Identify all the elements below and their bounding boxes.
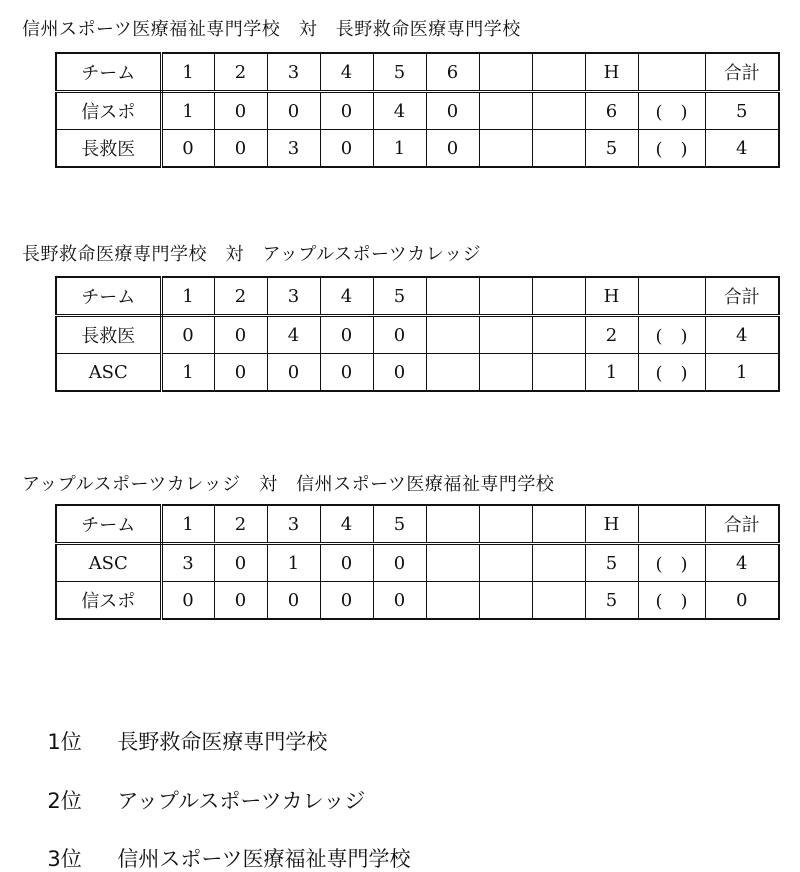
- inning-score: 1: [373, 130, 426, 168]
- inning-header: 3: [267, 505, 320, 544]
- team-row: [56, 92, 779, 130]
- inning-score: 4: [267, 316, 320, 354]
- inning-score: [426, 582, 479, 620]
- hits-value: 2: [585, 316, 638, 354]
- inning-header: 1: [161, 505, 214, 544]
- inning-score: 0: [161, 582, 214, 620]
- inning-score: 0: [214, 354, 267, 392]
- team-row: [56, 130, 779, 168]
- ranking-place: 2位: [47, 789, 82, 813]
- paren-header: [638, 277, 705, 316]
- team-row: [56, 582, 779, 620]
- total-value: 5: [705, 92, 779, 130]
- ranking-item-3: [34, 820, 411, 872]
- team-header: チーム: [56, 53, 161, 92]
- paren-value: ( ): [638, 92, 705, 130]
- inning-header: [479, 53, 532, 92]
- team-name: 長救医: [56, 316, 161, 354]
- inning-score: 1: [161, 92, 214, 130]
- inning-header: 6: [426, 53, 479, 92]
- inning-score: [479, 130, 532, 168]
- inning-header: 4: [320, 277, 373, 316]
- paren-header: [638, 505, 705, 544]
- inning-score: [532, 582, 585, 620]
- game-1-title: 信州スポーツ医療福祉専門学校 対 長野救命医療専門学校: [22, 19, 521, 40]
- inning-header: 2: [214, 277, 267, 316]
- hits-header: H: [585, 277, 638, 316]
- total-value: 0: [705, 582, 779, 620]
- inning-score: [479, 354, 532, 392]
- team-row: [56, 316, 779, 354]
- inning-score: 0: [320, 544, 373, 582]
- team-header: チーム: [56, 505, 161, 544]
- total-value: 4: [705, 544, 779, 582]
- paren-header: [638, 53, 705, 92]
- inning-header: 1: [161, 53, 214, 92]
- inning-score: 0: [214, 582, 267, 620]
- ranking-team: 長野救命医療専門学校: [117, 730, 328, 754]
- inning-score: 0: [320, 92, 373, 130]
- inning-header: [426, 277, 479, 316]
- inning-header: [532, 505, 585, 544]
- team-name: ASC: [56, 354, 161, 392]
- team-row: [56, 354, 779, 392]
- paren-value: ( ): [638, 354, 705, 392]
- hits-value: 5: [585, 582, 638, 620]
- inning-header: [479, 277, 532, 316]
- hits-value: 5: [585, 544, 638, 582]
- inning-header: 1: [161, 277, 214, 316]
- inning-score: 0: [426, 130, 479, 168]
- inning-score: [532, 130, 585, 168]
- ranking-team: 信州スポーツ医療福祉専門学校: [117, 847, 411, 871]
- header-row: [56, 53, 779, 92]
- inning-score: [532, 544, 585, 582]
- inning-score: 3: [161, 544, 214, 582]
- team-name: ASC: [56, 544, 161, 582]
- hits-value: 1: [585, 354, 638, 392]
- inning-score: 4: [373, 92, 426, 130]
- inning-header: 3: [267, 277, 320, 316]
- game-1-scoreboard: [55, 52, 780, 168]
- inning-header: 5: [373, 277, 426, 316]
- inning-header: 4: [320, 505, 373, 544]
- inning-header: [479, 505, 532, 544]
- inning-score: 0: [214, 130, 267, 168]
- inning-score: [426, 354, 479, 392]
- total-value: 4: [705, 316, 779, 354]
- inning-score: [532, 354, 585, 392]
- inning-header: [532, 53, 585, 92]
- paren-value: ( ): [638, 544, 705, 582]
- total-value: 4: [705, 130, 779, 168]
- total-header: 合計: [705, 277, 779, 316]
- inning-score: 0: [373, 316, 426, 354]
- paren-value: ( ): [638, 316, 705, 354]
- hits-value: 6: [585, 92, 638, 130]
- inning-header: 5: [373, 53, 426, 92]
- inning-score: 0: [161, 316, 214, 354]
- inning-header: 2: [214, 505, 267, 544]
- inning-score: 0: [320, 582, 373, 620]
- game-3-title: アップルスポーツカレッジ 対 信州スポーツ医療福祉専門学校: [22, 474, 555, 495]
- inning-score: 0: [320, 316, 373, 354]
- ranking-place: 1位: [47, 730, 82, 754]
- hits-header: H: [585, 53, 638, 92]
- inning-score: [479, 316, 532, 354]
- team-header: チーム: [56, 277, 161, 316]
- team-name: 信スポ: [56, 92, 161, 130]
- inning-score: 0: [214, 316, 267, 354]
- inning-score: 0: [267, 354, 320, 392]
- inning-score: 0: [373, 544, 426, 582]
- total-header: 合計: [705, 53, 779, 92]
- inning-score: 0: [320, 130, 373, 168]
- ranking-item-1: [34, 703, 327, 755]
- inning-score: [479, 582, 532, 620]
- team-name: 長救医: [56, 130, 161, 168]
- inning-header: 4: [320, 53, 373, 92]
- inning-score: [532, 92, 585, 130]
- paren-value: ( ): [638, 582, 705, 620]
- inning-score: 0: [267, 92, 320, 130]
- inning-header: 2: [214, 53, 267, 92]
- inning-header: 3: [267, 53, 320, 92]
- inning-score: [532, 316, 585, 354]
- inning-score: [479, 544, 532, 582]
- inning-header: [426, 505, 479, 544]
- ranking-place: 3位: [47, 847, 82, 871]
- inning-score: 0: [267, 582, 320, 620]
- inning-header: 5: [373, 505, 426, 544]
- total-header: 合計: [705, 505, 779, 544]
- total-value: 1: [705, 354, 779, 392]
- inning-score: 1: [267, 544, 320, 582]
- header-row: [56, 505, 779, 544]
- inning-score: [479, 92, 532, 130]
- inning-score: 0: [161, 130, 214, 168]
- inning-score: 3: [267, 130, 320, 168]
- inning-score: 0: [214, 92, 267, 130]
- game-2-scoreboard: [55, 276, 780, 392]
- inning-header: [532, 277, 585, 316]
- team-row: [56, 544, 779, 582]
- inning-score: 0: [373, 354, 426, 392]
- inning-score: 0: [320, 354, 373, 392]
- hits-header: H: [585, 505, 638, 544]
- game-3-scoreboard: [55, 504, 780, 620]
- inning-score: [426, 316, 479, 354]
- header-row: [56, 277, 779, 316]
- paren-value: ( ): [638, 130, 705, 168]
- game-2-title: 長野救命医療専門学校 対 アップルスポーツカレッジ: [22, 244, 482, 265]
- inning-score: 0: [214, 544, 267, 582]
- inning-score: 0: [373, 582, 426, 620]
- team-name: 信スポ: [56, 582, 161, 620]
- hits-value: 5: [585, 130, 638, 168]
- inning-score: 1: [161, 354, 214, 392]
- inning-score: 0: [426, 92, 479, 130]
- inning-score: [426, 544, 479, 582]
- ranking-team: アップルスポーツカレッジ: [117, 789, 366, 813]
- ranking-item-2: [34, 762, 365, 814]
